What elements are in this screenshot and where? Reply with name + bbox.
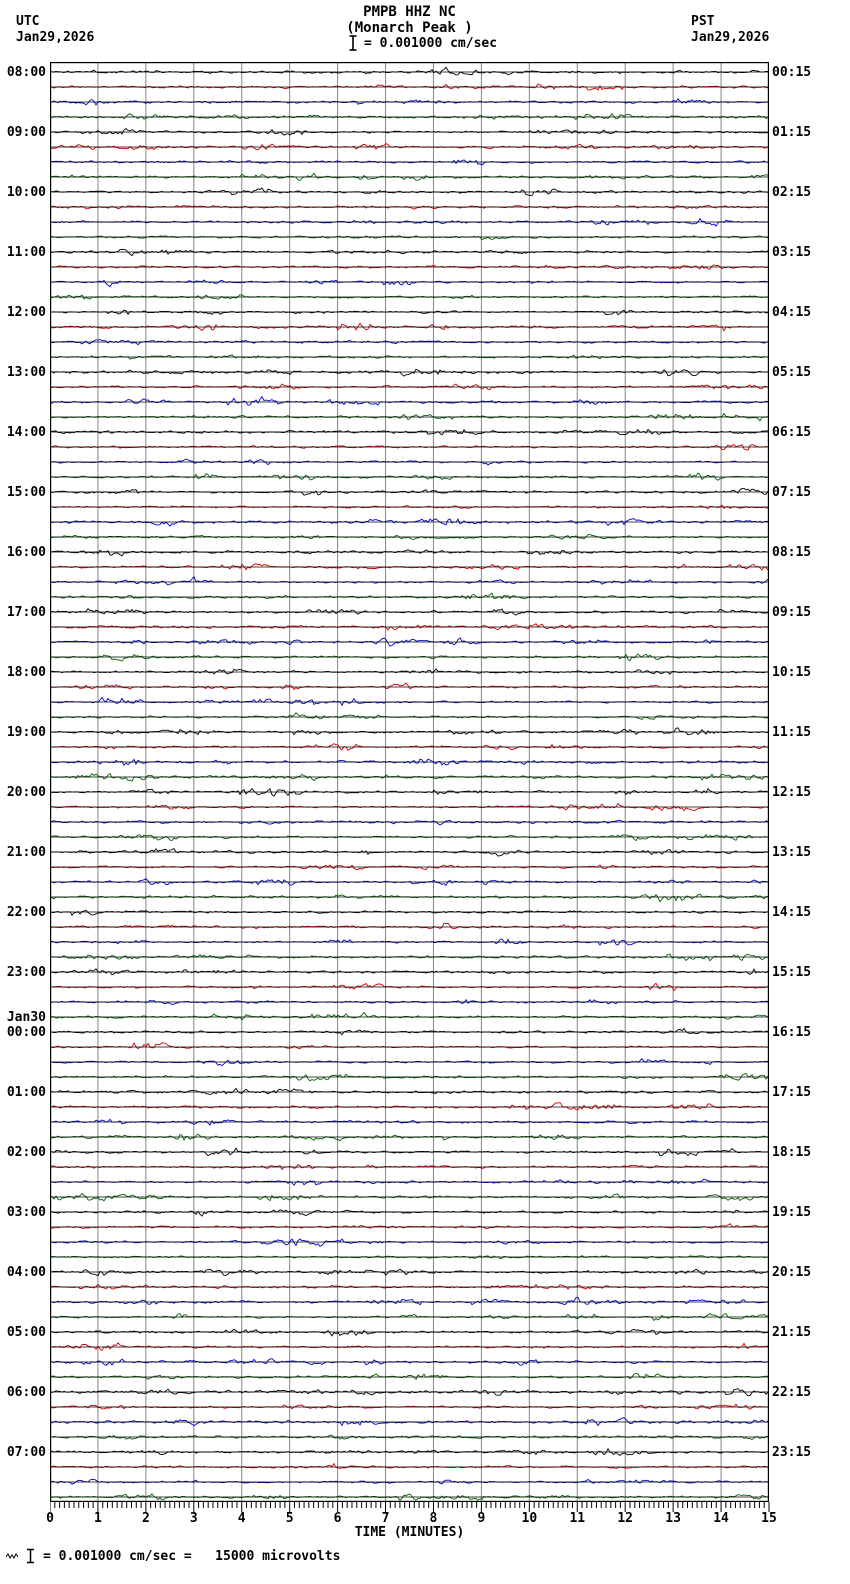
- helicorder-plot: [50, 62, 769, 1502]
- pst-hour-label: 07:15: [772, 485, 812, 500]
- pst-hour-label: 14:15: [772, 905, 812, 920]
- station-subtitle: (Monarch Peak ): [346, 20, 473, 36]
- right-timezone-label: PST: [691, 14, 715, 29]
- x-tick-label: 12: [617, 1511, 634, 1526]
- pst-hour-label: 18:15: [772, 1145, 812, 1160]
- pst-hour-label: 23:15: [772, 1445, 812, 1460]
- footer-scale-note: [6, 1547, 340, 1565]
- x-tick-label: 0: [46, 1511, 54, 1526]
- seismogram-trace: [50, 1089, 768, 1095]
- utc-hour-label: 09:00: [6, 125, 46, 140]
- seismogram-trace: [50, 1239, 768, 1246]
- pst-hour-label: 04:15: [772, 305, 812, 320]
- pst-hour-label: 20:15: [772, 1265, 812, 1280]
- utc-hour-label: 14:00: [6, 425, 46, 440]
- seismogram-trace: [50, 835, 768, 841]
- seismogram-trace: [50, 923, 768, 929]
- seismogram-trace: [50, 593, 768, 599]
- plot-border: [51, 63, 769, 1502]
- seismogram-trace: [50, 1343, 768, 1351]
- utc-hour-label: 00:00: [6, 1025, 46, 1040]
- utc-hour-label: 21:00: [6, 845, 46, 860]
- pst-hour-label: 12:15: [772, 785, 812, 800]
- seismogram-trace: [50, 550, 768, 556]
- utc-hour-label: 12:00: [6, 305, 46, 320]
- x-tick-label: 9: [477, 1511, 486, 1526]
- utc-hour-label: 07:00: [6, 1445, 46, 1460]
- pst-hour-label: 03:15: [772, 245, 812, 260]
- seismogram-trace: [50, 1210, 768, 1216]
- x-tick-label: 4: [237, 1511, 246, 1526]
- amplitude-scale-bar-icon: [348, 34, 358, 52]
- seismogram-trace: [50, 280, 768, 287]
- utc-hour-label: 08:00: [6, 65, 46, 80]
- date-change-label: Jan30: [6, 1010, 46, 1025]
- x-tick-label: 6: [333, 1511, 342, 1526]
- pst-hour-label: 17:15: [772, 1085, 812, 1100]
- x-tick-label: 3: [189, 1511, 198, 1526]
- seismogram-trace: [50, 397, 768, 406]
- pst-hour-label: 09:15: [772, 605, 812, 620]
- seismogram-trace: [50, 683, 768, 690]
- seismogram-trace: [50, 1374, 768, 1380]
- x-tick-label: 8: [429, 1511, 438, 1526]
- seismogram-trace: [50, 1298, 768, 1305]
- utc-hour-label: 10:00: [6, 185, 46, 200]
- x-tick-label: 10: [521, 1511, 538, 1526]
- utc-hour-label: 11:00: [6, 245, 46, 260]
- seismogram-trace: [50, 820, 768, 825]
- seismogram-trace: [50, 1464, 768, 1469]
- pst-hour-label: 15:15: [772, 965, 812, 980]
- amplitude-scale-text: = 0.001000 cm/sec: [364, 35, 498, 51]
- pst-hour-label: 06:15: [772, 425, 812, 440]
- seismogram-trace: [50, 236, 768, 240]
- seismogram-trace: [50, 1134, 768, 1141]
- seismogram-trace: [50, 577, 768, 585]
- seismogram-trace: [50, 310, 768, 315]
- pst-hour-label: 02:15: [772, 185, 812, 200]
- seismogram-trace: [50, 1043, 768, 1049]
- x-tick-label: 1: [94, 1511, 102, 1526]
- right-date-label: Jan29,2026: [691, 30, 770, 45]
- seismogram-trace: [50, 910, 768, 915]
- utc-hour-label: 13:00: [6, 365, 46, 380]
- left-timezone-label: UTC: [16, 14, 40, 29]
- pst-hour-label: 11:15: [772, 725, 812, 740]
- utc-hour-label: 05:00: [6, 1325, 46, 1340]
- pst-hour-label: 19:15: [772, 1205, 812, 1220]
- utc-hour-label: 15:00: [6, 485, 46, 500]
- seismogram-trace: [50, 654, 768, 661]
- seismogram-trace: [50, 1028, 768, 1034]
- pst-hour-label: 05:15: [772, 365, 812, 380]
- x-axis-title: TIME (MINUTES): [354, 1525, 465, 1540]
- waveform-icon: [6, 1552, 18, 1560]
- seismogram-trace: [50, 1329, 768, 1336]
- footer-scale-text: = 0.001000 cm/sec = 15000 microvolts: [43, 1548, 341, 1564]
- station-title: PMPB HHZ NC: [363, 4, 456, 20]
- x-tick-label: 2: [141, 1511, 150, 1526]
- x-tick-label: 11: [569, 1511, 586, 1526]
- x-tick-label: 5: [285, 1511, 294, 1526]
- x-tick-label: 14: [713, 1511, 729, 1526]
- x-tick-label: 15: [761, 1511, 777, 1526]
- seismogram-trace: [50, 219, 768, 226]
- pst-hour-label: 16:15: [772, 1025, 812, 1040]
- utc-hour-label: 22:00: [6, 905, 46, 920]
- pst-hour-label: 21:15: [772, 1325, 812, 1340]
- utc-hour-label: 19:00: [6, 725, 46, 740]
- seismogram-trace: [50, 369, 768, 376]
- seismogram-trace: [50, 728, 768, 735]
- utc-hour-label: 18:00: [6, 665, 46, 680]
- x-tick-label: 13: [665, 1511, 681, 1526]
- utc-hour-label: 01:00: [6, 1085, 46, 1100]
- seismogram-trace: [50, 894, 768, 902]
- seismogram-trace: [50, 1224, 768, 1229]
- utc-hour-label: 23:00: [6, 965, 46, 980]
- utc-hour-label: 20:00: [6, 785, 46, 800]
- utc-hour-label: 06:00: [6, 1385, 46, 1400]
- seismogram-trace: [50, 713, 768, 720]
- x-tick-label: 7: [381, 1511, 390, 1526]
- pst-hour-label: 00:15: [772, 65, 812, 80]
- pst-hour-label: 01:15: [772, 125, 812, 140]
- seismogram-trace: [50, 698, 768, 706]
- seismogram-traces: [50, 67, 769, 1500]
- pst-hour-label: 22:15: [772, 1385, 812, 1400]
- seismogram-trace: [50, 1269, 768, 1276]
- utc-hour-label: 16:00: [6, 545, 46, 560]
- pst-hour-label: 10:15: [772, 665, 812, 680]
- utc-hour-label: 17:00: [6, 605, 46, 620]
- utc-hour-label: 03:00: [6, 1205, 46, 1220]
- seismogram-trace: [50, 249, 768, 255]
- left-date-label: Jan29,2026: [16, 30, 95, 45]
- seismogram-trace: [50, 67, 768, 75]
- pst-hour-label: 13:15: [772, 845, 812, 860]
- amplitude-scale-bar-icon: [26, 1548, 35, 1564]
- pst-hour-label: 08:15: [772, 545, 812, 560]
- amplitude-scale-legend: [348, 34, 497, 52]
- seismogram-trace: [50, 519, 768, 526]
- utc-hour-label: 04:00: [6, 1265, 46, 1280]
- seismogram-trace: [50, 160, 768, 165]
- seismogram-trace: [50, 1103, 768, 1110]
- seismogram-trace: [50, 1013, 768, 1020]
- utc-hour-label: 02:00: [6, 1145, 46, 1160]
